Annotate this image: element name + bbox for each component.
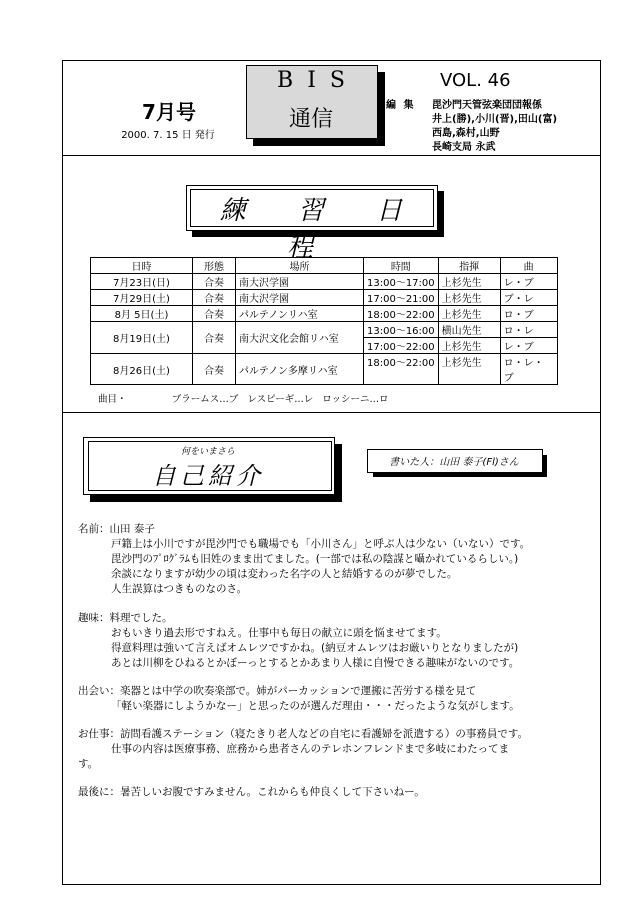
cell-place: パルテノンリハ室 bbox=[236, 306, 364, 322]
cell-conductor: 上杉先生 bbox=[438, 338, 500, 354]
cell-type: 合奏 bbox=[193, 322, 236, 354]
body-text: 名前：山田 泰子 bbox=[78, 523, 155, 535]
cell-conductor: 上杉先生 bbox=[438, 354, 500, 385]
cell-songs: ブ・レ bbox=[500, 290, 557, 306]
cell-date: 7月29日(土) bbox=[91, 290, 193, 306]
body-text: 得意料理は強いて言えばオムレツですかね。(納豆オムレツはお厳いりとなりましたが) bbox=[111, 642, 519, 654]
body-text: 余談になりますが幼少の頃は変わった名字の人と結婚するのが夢でした。 bbox=[111, 568, 458, 580]
column-header: 場所 bbox=[236, 258, 364, 274]
body-text: 出会い：楽器とは中学の吹奏楽部で。姉がパーカッションで運搬に苦労する様を見て bbox=[78, 685, 477, 697]
cell-type: 合奏 bbox=[193, 306, 236, 322]
body-text: 仕事の内容は医療事務、庶務から患者さんのテレホンフレンドまで多岐にわたってま bbox=[111, 743, 510, 755]
intro-title: 自己紹介 bbox=[152, 462, 264, 490]
cell-time: 17:00～22:00 bbox=[364, 338, 439, 354]
cell-time: 13:00～17:00 bbox=[364, 274, 439, 290]
schedule-title: 練 習 日 程 bbox=[219, 196, 425, 263]
editor-line: 井上(勝),小川(晋),田山(富) bbox=[432, 114, 558, 125]
column-header: 時間 bbox=[364, 258, 439, 274]
songs-legend: 曲目・ ブラームス…ブ レスピーギ…レ ロッシーニ…ロ bbox=[98, 394, 389, 405]
divider-middle bbox=[62, 412, 601, 413]
cell-date: 7月23日(日) bbox=[91, 274, 193, 290]
body-text: 人生誤算はつきものなのさ。 bbox=[111, 583, 248, 595]
body-text: す。 bbox=[78, 758, 99, 770]
cell-place: 南大沢学園 bbox=[236, 290, 364, 306]
volume-number: VOL. 46 bbox=[440, 70, 511, 91]
body-text: あとは川柳をひねるとかぼーっとするとかあまり人様に自慢できる趣味がないのです。 bbox=[111, 657, 520, 669]
cell-place: パルテノン多摩リハ室 bbox=[236, 354, 364, 385]
column-header: 形態 bbox=[193, 258, 236, 274]
newsletter-title-tsushin: 通信 bbox=[288, 107, 333, 132]
body-text: 戸籍上は小川ですが毘沙門でも職場でも「小川さん」と呼ぶ人は少ない（いない）です。 bbox=[111, 538, 531, 550]
cell-conductor: 上杉先生 bbox=[438, 290, 500, 306]
issue-date: 2000. 7. 15 日 発行 bbox=[121, 130, 215, 141]
body-text: おもいきり過去形ですねえ。仕事中も毎日の献立に頭を悩ませてます。 bbox=[111, 627, 447, 639]
cell-date: 8月 5日(土) bbox=[91, 306, 193, 322]
cell-time: 18:00～22:00 bbox=[364, 306, 439, 322]
table-row bbox=[91, 274, 558, 290]
cell-type: 合奏 bbox=[193, 290, 236, 306]
body-text: 「軽い楽器にしようかなー」と思ったのが選んだ理由・・・だったような気がします。 bbox=[111, 700, 520, 712]
divider-top bbox=[62, 155, 601, 156]
issue-month: 7月号 bbox=[142, 100, 196, 124]
cell-songs: ロ・レ・ bbox=[500, 354, 557, 370]
table-row bbox=[91, 290, 558, 306]
editor-line: 長崎支局 永武 bbox=[432, 142, 496, 153]
cell-songs: レ・ブ bbox=[500, 338, 557, 354]
cell-place: 南大沢学園 bbox=[236, 274, 364, 290]
cell-place: 南大沢文化会館リハ室 bbox=[236, 322, 364, 354]
cell-type: 合奏 bbox=[193, 274, 236, 290]
body-text: 毘沙門のﾌﾟﾛｸﾞﾗﾑも旧姓のまま出てました。(一部では私の陰謀と囁かれているらしい。) bbox=[111, 553, 519, 565]
editor-line: 毘沙門天管弦楽団団報係 bbox=[432, 100, 542, 111]
cell-type: 合奏 bbox=[193, 354, 236, 385]
cell-time: 17:00～21:00 bbox=[364, 290, 439, 306]
cell-time: 13:00～16:00 bbox=[364, 322, 439, 338]
table-row bbox=[91, 306, 558, 322]
schedule-table bbox=[90, 257, 558, 385]
newsletter-title-bis: BIS bbox=[277, 68, 359, 93]
cell-conductor: 横山先生 bbox=[438, 322, 500, 338]
cell-songs: ブ bbox=[500, 369, 557, 385]
body-text: 最後に：暑苦しいお腹ですみません。これからも仲良くして下さいねー。 bbox=[78, 786, 425, 798]
table-header-row bbox=[91, 258, 558, 274]
intro-title-ruby: 何をいまさら bbox=[180, 447, 235, 457]
editor-line: 西島,森村,山野 bbox=[432, 128, 500, 139]
cell-conductor: 上杉先生 bbox=[438, 306, 500, 322]
cell-songs: レ・ブ bbox=[500, 274, 557, 290]
cell-conductor: 上杉先生 bbox=[438, 274, 500, 290]
cell-songs: ロ・レ bbox=[500, 322, 557, 338]
column-header: 日時 bbox=[91, 258, 193, 274]
column-header: 指揮 bbox=[438, 258, 500, 274]
editor-label: 編 集 bbox=[386, 100, 416, 111]
body-text: 趣味：料理でした。 bbox=[78, 612, 173, 624]
cell-songs: ロ・ブ bbox=[500, 306, 557, 322]
cell-date: 8月19日(土) bbox=[91, 322, 193, 354]
cell-time: 18:00～22:00 bbox=[364, 354, 439, 385]
column-header: 曲 bbox=[500, 258, 557, 274]
author-label: 書いた人：山田 泰子(Fl)さん bbox=[389, 457, 519, 468]
body-text: お仕事：訪問看護ステーション（寝たきり老人などの自宅に看護婦を派遣する）の事務員です。 bbox=[78, 728, 529, 740]
cell-date: 8月26日(土) bbox=[91, 354, 193, 385]
table-row bbox=[91, 354, 558, 370]
table-row bbox=[91, 322, 558, 338]
